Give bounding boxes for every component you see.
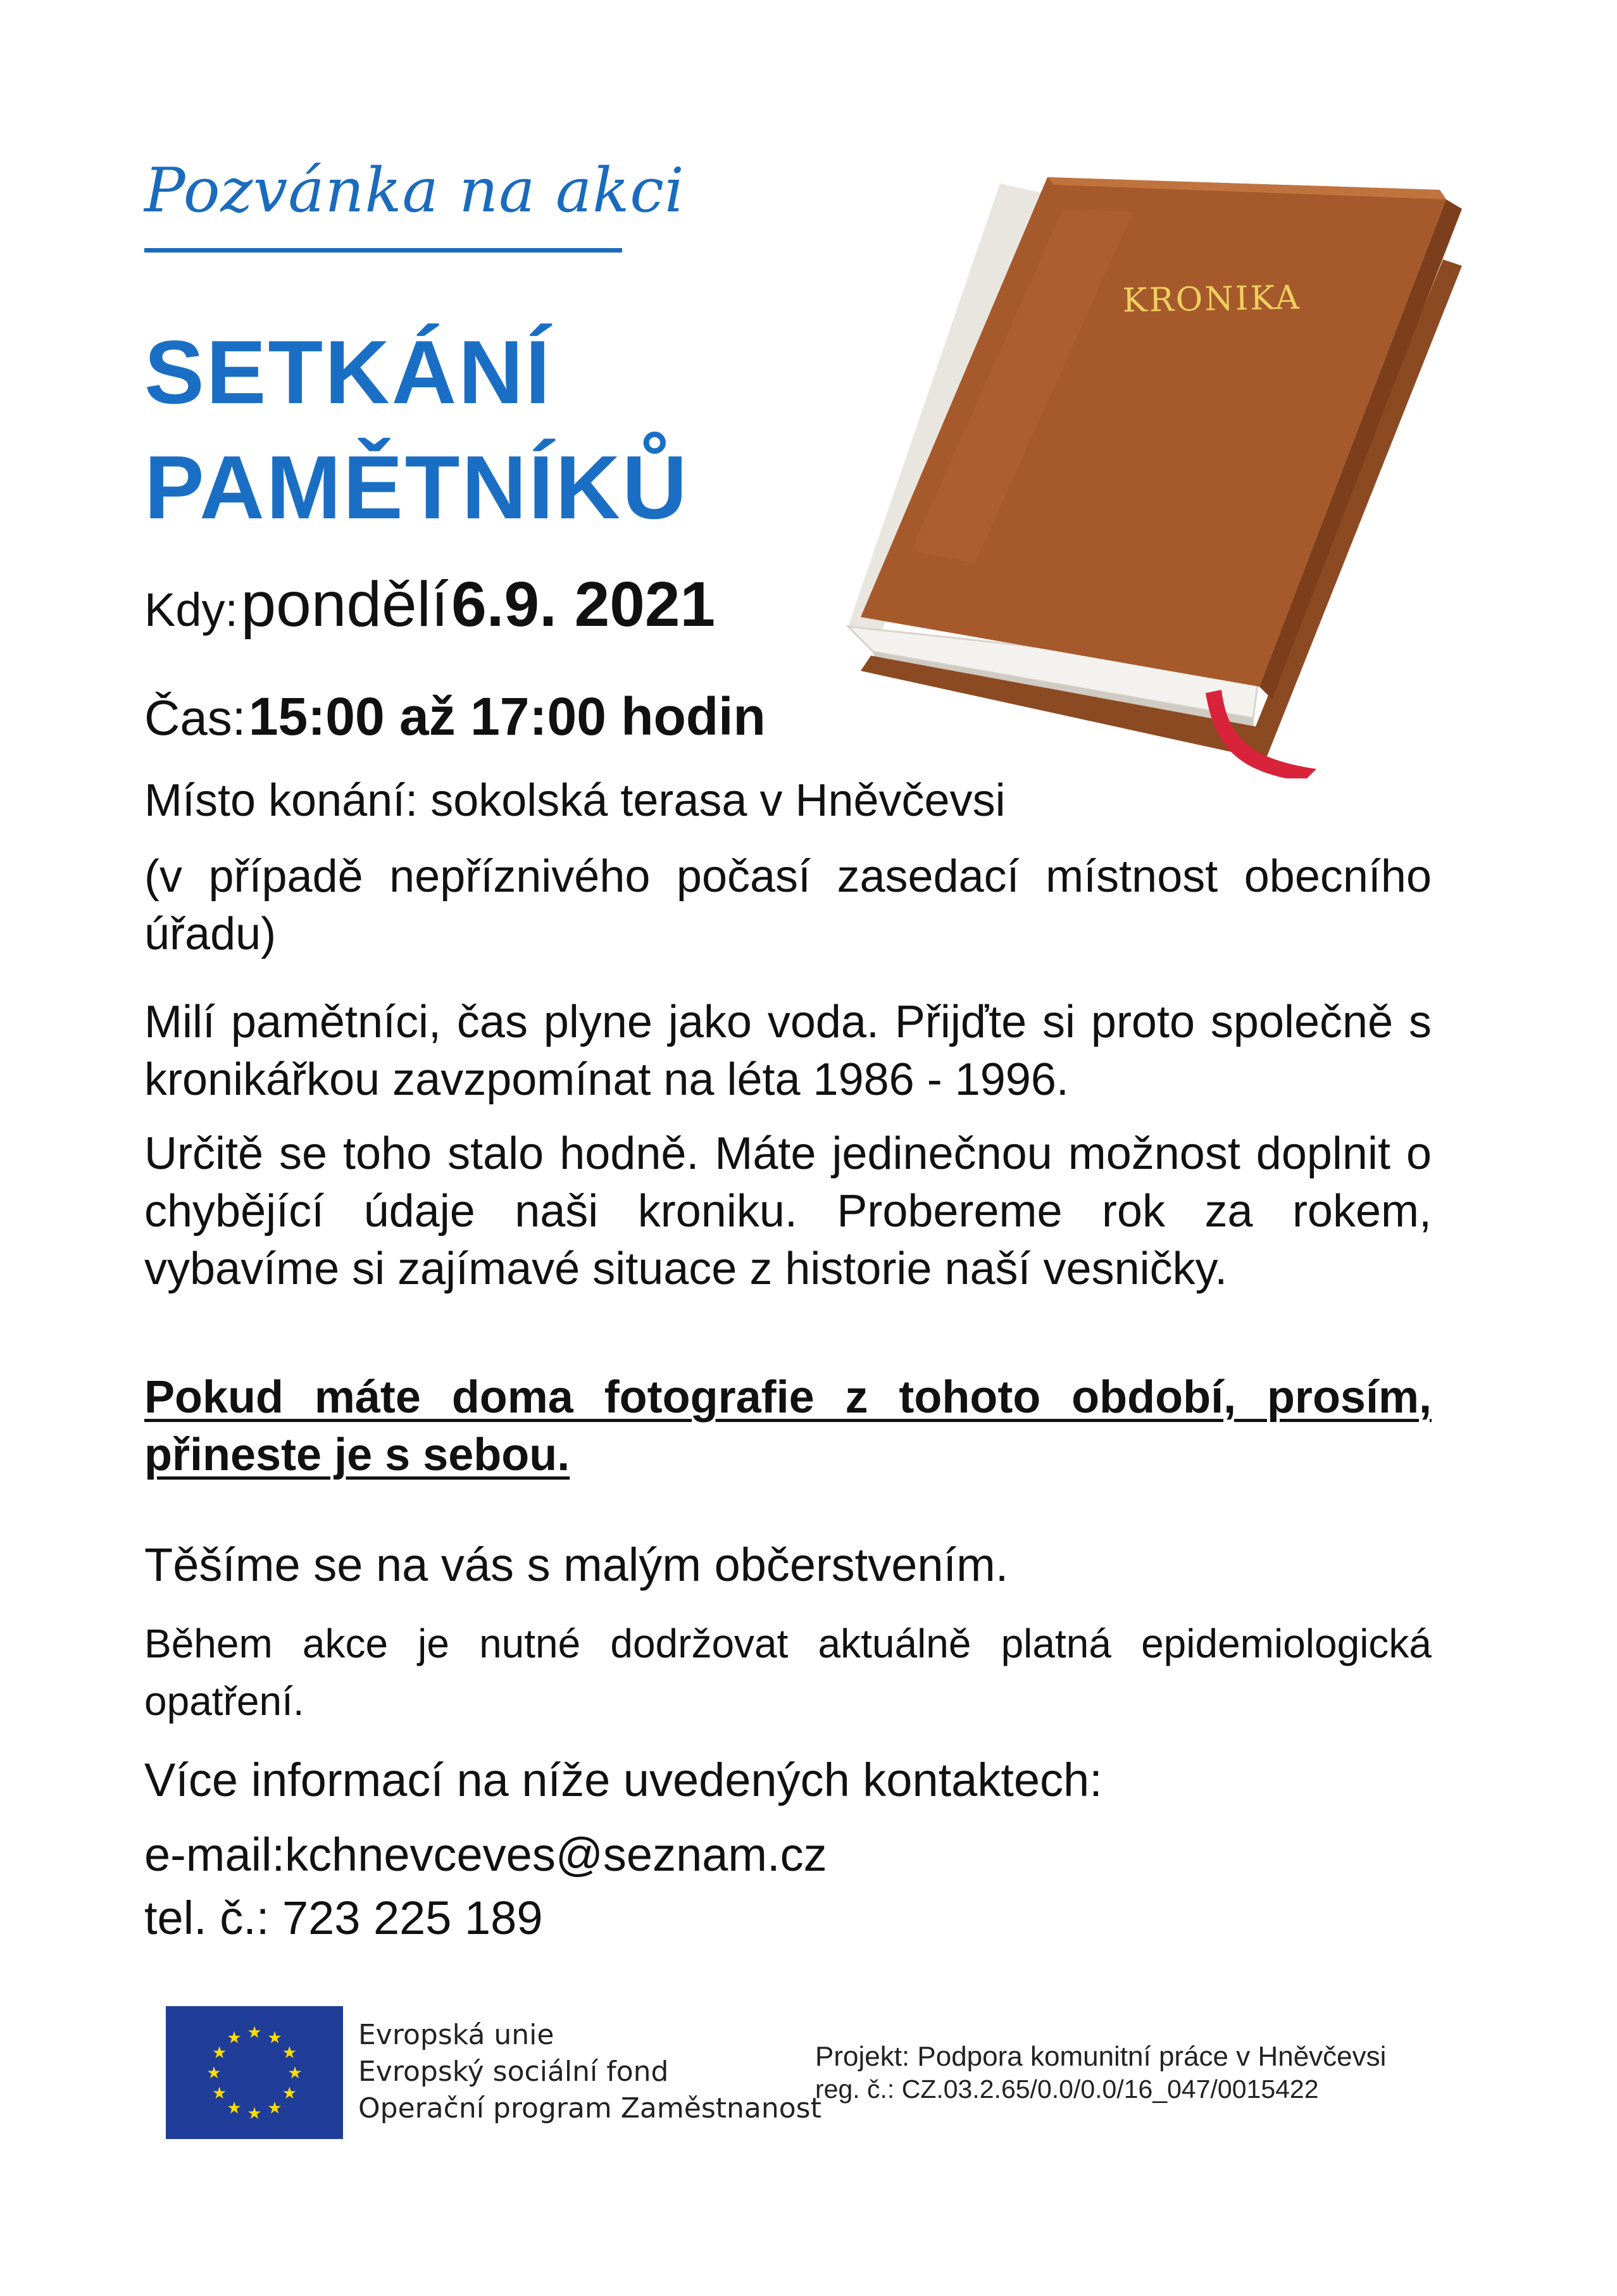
eu-star-icon: ★ — [282, 2084, 297, 2103]
invite-underline — [144, 248, 622, 253]
event-time-line — [144, 687, 766, 746]
eu-star-icon: ★ — [247, 2023, 262, 2042]
project-name: Projekt: Podpora komunitní práce v Hněvčevsi — [815, 2041, 1387, 2072]
eu-text-line-1: Evropská unie — [358, 2019, 554, 2051]
title-line-2: PAMĚTNÍKŮ — [144, 437, 689, 538]
contacts-intro: Více informací na níže uvedených kontaktech: — [144, 1754, 1102, 1806]
when-date: 6.9. 2021 — [451, 569, 716, 640]
contact-phone[interactable]: tel. č.: 723 225 189 — [144, 1892, 543, 1944]
chronicle-book-illustration — [835, 171, 1481, 778]
eu-text-line-3: Operační program Zaměstnanost — [358, 2092, 821, 2124]
eu-flag-logo — [166, 2006, 343, 2139]
refreshments-note: Těšíme se na vás s malým občerstvením. — [144, 1538, 1009, 1591]
when-day: pondělí — [240, 569, 449, 640]
time-value: 15:00 až 17:00 hodin — [248, 687, 766, 746]
eu-star-icon: ★ — [247, 2104, 262, 2123]
eu-star-icon: ★ — [267, 2099, 282, 2118]
eu-star-icon: ★ — [282, 2043, 297, 2062]
body-paragraph-2: Určitě se toho stalo hodně. Máte jedinečnou možnost doplnit o chybějící údaje naši kroniku. Probereme rok za rokem, vybavíme si zajímavé situace z historie naší vesničky. — [144, 1128, 1432, 1294]
book-label: KRONIKA — [1122, 278, 1302, 320]
epidemic-rules-note: Během akce je nutné dodržovat aktuálně platná epidemiologická opatření. — [144, 1621, 1432, 1724]
event-date-line — [144, 569, 716, 640]
bring-photos-notice: Pokud máte doma fotografie z tohoto období, prosím, přineste je s sebou. — [144, 1372, 1432, 1480]
title-line-1: SETKÁNÍ — [144, 322, 553, 423]
body-paragraph-1: Milí pamětníci, čas plyne jako voda. Přijďte si proto společně s kronikářkou zavzpomínat na léta 1986 - 1996. — [144, 997, 1432, 1105]
invite-heading: Pozvánka na akci — [144, 155, 685, 226]
event-alternative-place: (v případě nepříznivého počasí zasedací místnost obecního úřadu) — [144, 851, 1432, 959]
eu-star-icon: ★ — [206, 2064, 222, 2083]
when-label: Kdy: — [144, 583, 239, 636]
eu-text-line-2: Evropský sociální fond — [358, 2056, 669, 2088]
eu-star-icon: ★ — [227, 2028, 242, 2048]
eu-star-icon: ★ — [227, 2099, 242, 2118]
project-registration: reg. č.: CZ.03.2.65/0.0/0.0/16_047/0015422 — [815, 2075, 1319, 2104]
eu-star-icon: ★ — [267, 2028, 282, 2048]
time-label: Čas: — [144, 690, 246, 746]
contact-email[interactable]: e-mail:kchnevceves@seznam.cz — [144, 1828, 827, 1881]
eu-star-icon: ★ — [211, 2084, 227, 2103]
eu-star-icon: ★ — [287, 2064, 303, 2083]
event-place: Místo konání: sokolská terasa v Hněvčevsi — [144, 775, 1006, 826]
eu-star-icon: ★ — [211, 2043, 227, 2062]
